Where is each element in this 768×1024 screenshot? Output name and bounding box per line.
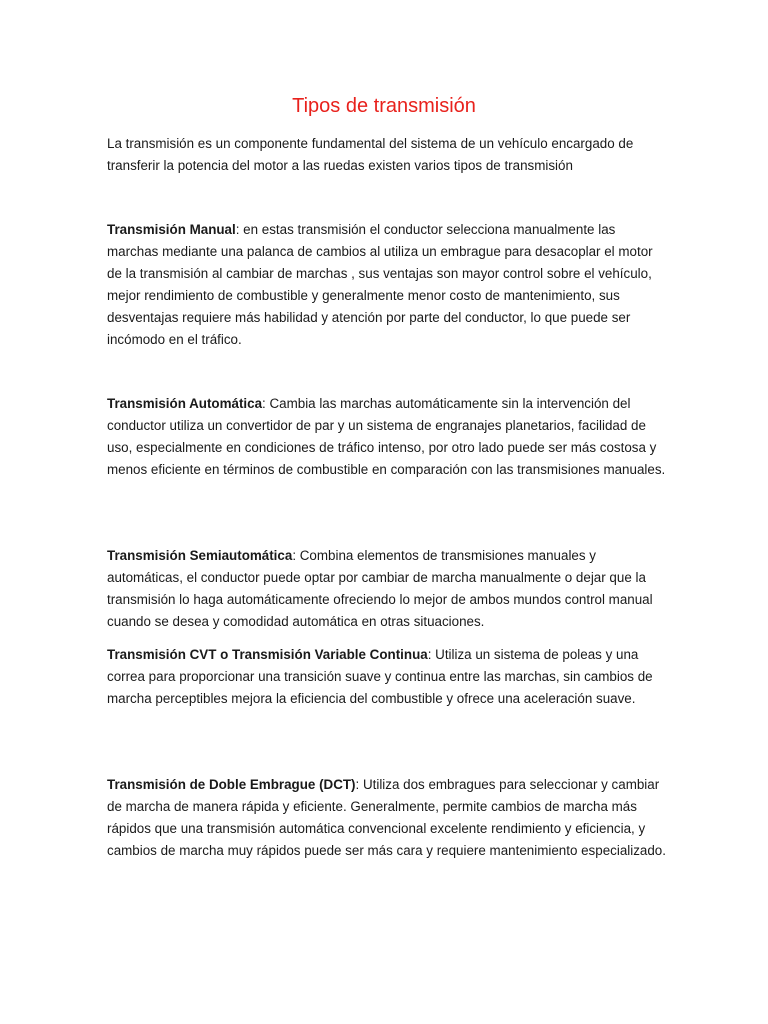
section-cvt	[107, 644, 667, 710]
section-manual	[107, 219, 667, 351]
section-body: : Utiliza dos embragues para seleccionar y cambiar de marcha de manera rápida y eficiente. Generalmente, permite cambios de marcha más rápidos que una transmisión automática convencional excelente rendimiento y eficiencia, y cambios de marcha muy rápidos puede ser más cara y requiere mantenimiento especializado.	[107, 777, 666, 858]
section-heading: Transmisión de Doble Embrague (DCT)	[107, 777, 356, 792]
section-body: : en estas transmisión el conductor selecciona manualmente las marchas mediante una palanca de cambios al utiliza un embrague para desacoplar el motor de la transmisión al cambiar de marchas , sus ventajas son mayor control sobre el vehículo, mejor rendimiento de combustible y generalmente menor costo de mantenimiento, sus desventajas requiere más habilidad y atención por parte del conductor, lo que puede ser incómodo en el tráfico.	[107, 222, 653, 347]
section-body: : Combina elementos de transmisiones manuales y automáticas, el conductor puede optar por cambiar de marcha manualmente o dejar que la transmisión lo haga automáticamente ofreciendo lo mejor de ambos mundos control manual cuando se desea y comodidad automática en otras situaciones.	[107, 548, 653, 629]
section-heading: Transmisión CVT o Transmisión Variable Continua	[107, 647, 428, 662]
section-dct	[107, 774, 667, 862]
section-automatic	[107, 393, 667, 481]
section-semiautomatic	[107, 545, 667, 633]
intro-paragraph: La transmisión es un componente fundamental del sistema de un vehículo encargado de transferir la potencia del motor a las ruedas existen varios tipos de transmisión	[107, 136, 634, 173]
section-heading: Transmisión Semiautomática	[107, 548, 293, 563]
section-body: : Utiliza un sistema de poleas y una correa para proporcionar una transición suave y continua entre las marchas, sin cambios de marcha perceptibles mejora la eficiencia del combustible y ofrece una aceleración suave.	[107, 647, 653, 706]
section-heading: Transmisión Manual	[107, 222, 236, 237]
document-title: Tipos de transmisión	[292, 95, 476, 117]
section-body: : Cambia las marchas automáticamente sin la intervención del conductor utiliza un convertidor de par y un sistema de engranajes planetarios, facilidad de uso, especialmente en condiciones de tráfico intenso, por otro lado puede ser más costosa y menos eficiente en términos de combustible en comparación con las transmisiones manuales.	[107, 396, 666, 477]
section-heading: Transmisión Automática	[107, 396, 263, 411]
